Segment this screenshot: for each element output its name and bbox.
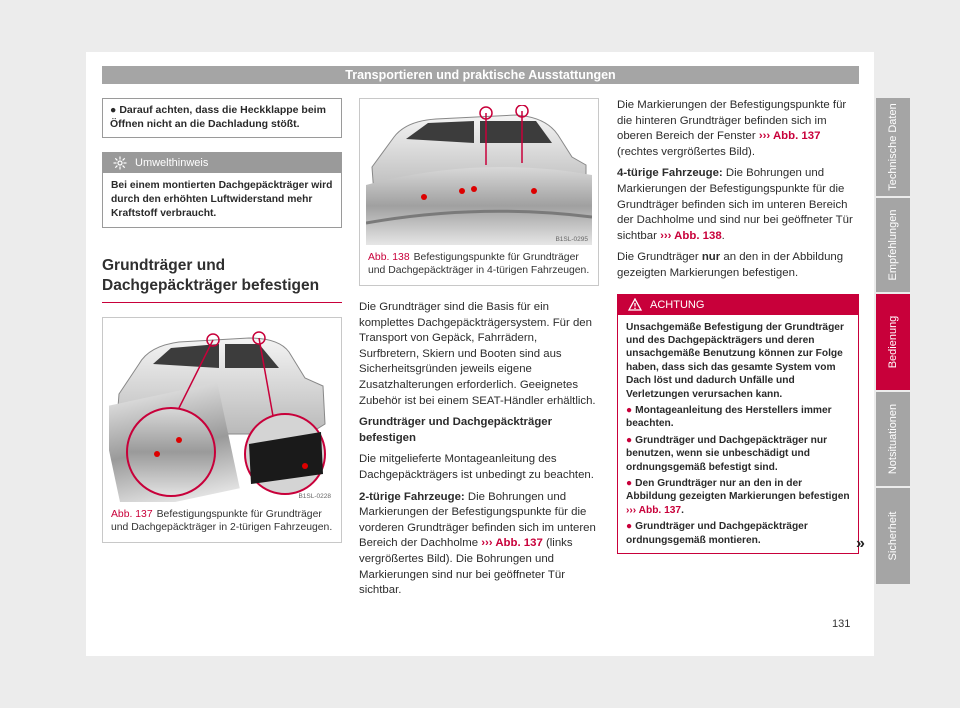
warning-item-text: Grundträger und Dachgepäckträger ordnungsgemäß montieren. <box>626 521 808 546</box>
warning-item <box>626 477 850 517</box>
column-3-text <box>617 98 859 282</box>
car-illustration <box>109 324 335 502</box>
tab-label: Sicherheit <box>887 511 899 561</box>
paragraph <box>617 98 859 160</box>
warning-header <box>618 295 858 315</box>
figure-code: B1SL-0295 <box>555 236 588 243</box>
figure-137 <box>102 317 342 543</box>
tab-bedienung[interactable] <box>876 294 910 390</box>
section-title: Grundträger und Dachgepäckträger befestigen <box>102 256 342 303</box>
leaf-icon <box>113 156 127 170</box>
label-2door: 2-türige Fahrzeuge: <box>359 490 465 503</box>
text-span: (rechtes vergrößertes Bild). <box>617 145 755 158</box>
warning-triangle-icon <box>628 298 642 311</box>
tab-technische-daten[interactable] <box>876 98 910 196</box>
paragraph <box>359 490 599 599</box>
bullet-text: Darauf achten, dass die Heckklappe beim Öffnen nicht an die Dachladung stößt. <box>110 104 326 130</box>
figure-link[interactable]: ››› Abb. 137 <box>758 130 821 143</box>
page-number: 131 <box>832 618 851 630</box>
tab-label: Empfehlungen <box>887 209 899 281</box>
bullet-icon: ● <box>626 434 633 446</box>
tab-notsituationen[interactable] <box>876 392 910 486</box>
tab-empfehlungen[interactable] <box>876 198 910 292</box>
text-span: Die Bohrungen und Markierungen der Befestigungspunkte für die vorderen Grundträger befinden sich im unteren Bereich der Dachholme <box>359 490 596 550</box>
environment-note-title: Umwelthinweis <box>135 157 209 169</box>
warning-box <box>617 294 859 555</box>
figure-link[interactable]: ››› Abb. 137 <box>481 537 543 550</box>
emphasis: nur <box>701 251 721 264</box>
car-4door-image <box>366 105 592 245</box>
tab-label: Bedienung <box>887 315 899 369</box>
figure-link[interactable]: ››› Abb. 137 <box>626 504 682 516</box>
bullet-icon: ● <box>626 404 633 416</box>
environment-note-text: Bei einem montierten Dachgepäckträger wird durch den erhöhten Luftwiderstand mehr Kraftstoff verbraucht. <box>111 180 333 219</box>
tab-label: Technische Daten <box>887 103 899 191</box>
figure-caption <box>103 502 341 542</box>
environment-note-header <box>103 153 341 173</box>
figure-caption-text: Befestigungspunkte für Grundträger und Dachgepäckträger in 2-türigen Fahrzeugen. <box>111 509 333 533</box>
warning-item <box>626 434 850 474</box>
figure-link[interactable]: ››› Abb. 138 <box>660 229 722 242</box>
figure-138 <box>359 98 599 286</box>
tab-sicherheit[interactable] <box>876 488 910 584</box>
column-2 <box>359 98 599 605</box>
environment-note <box>102 152 342 228</box>
bullet-box <box>102 98 342 138</box>
column-3 <box>617 98 859 554</box>
bullet-icon: ● <box>626 521 633 533</box>
warning-title: ACHTUNG <box>650 298 705 311</box>
warning-body <box>618 315 858 554</box>
paragraph <box>617 166 859 244</box>
warning-item-text: Grundträger und Dachgepäckträger nur benutzen, wenn sie unbeschädigt und ordnungsgemäß befestigt sind. <box>626 434 828 473</box>
warning-item <box>626 520 850 547</box>
paragraph: Die mitgelieferte Montageanleitung des Dachgepäckträgers ist unbedingt zu beachten. <box>359 453 594 481</box>
figure-label: Abb. 137 <box>111 509 153 520</box>
text-span: Die Markierungen der Befestigungspunkte für die hinteren Grundträger befinden sich im oberen Bereich der Fenster <box>617 99 847 143</box>
figure-caption-text: Befestigungspunkte für Grundträger und Dachgepäckträger in 4-türigen Fahrzeugen. <box>368 252 590 276</box>
paragraph: Die Grundträger sind die Basis für ein komplettes Dachgepäckträgersystem. Für den Transport von Gepäck, Fahrrädern, Surfbretern, Skiern und Booten sind aus Sicherheitsgründen jeweils eigene Zusatzhalterungen erforderlich. Geeignetes Zubehör ist bei einem SEAT-Händler erhältlich. <box>359 301 596 407</box>
warning-item <box>626 404 850 431</box>
figure-caption <box>360 245 598 285</box>
label-4door: 4-türige Fahrzeuge: <box>617 167 723 180</box>
continue-mark: » <box>856 535 865 552</box>
text-span: . <box>681 504 684 516</box>
warning-item-text: Den Grundträger nur an den in der Abbildung gezeigten Markierungen befestigen <box>626 478 850 503</box>
text-span: (links vergrößertes Bild). Die Bohrungen und Markierungen sind nur bei geöffneter Tür sichtbar. <box>359 537 573 597</box>
tab-label: Notsituationen <box>887 403 899 475</box>
subheading: Grundträger und Dachgepäckträger befestigen <box>359 416 553 444</box>
chapter-header: Transportieren und praktische Ausstattungen <box>102 66 859 84</box>
warning-item-text: Montageanleitung des Herstellers immer beachten. <box>626 404 832 430</box>
figure-label: Abb. 138 <box>368 252 410 263</box>
column-2-text <box>359 300 599 599</box>
text-span: an den in der Abbildung gezeigten Markierungen befestigen. <box>617 251 844 279</box>
paragraph <box>617 250 859 281</box>
car-2door-image <box>109 324 335 502</box>
column-1 <box>102 98 342 543</box>
bullet-icon: ● <box>110 104 117 116</box>
figure-code: B1SL-0228 <box>298 493 331 500</box>
text-span: Die Grundträger <box>617 251 702 264</box>
bullet-icon: ● <box>626 478 633 489</box>
warning-intro: Unsachgemäße Befestigung der Grundträger und des Dachgepäckträgers und deren unsachgemäße Benutzung können zur Folge haben, dass sich das gesamte System vom Dach löst und dadurch Unfälle und Verletzungen verursachen kann. <box>626 321 844 400</box>
text-span: . <box>721 229 725 242</box>
text-span: Die Bohrungen und Markierungen der Befestigungspunkte für die Grundträger befinden sich im unteren Bereich der Dachholme und sind nur bei geöffneter Tür sichtbar <box>617 167 853 242</box>
car-illustration <box>366 105 592 245</box>
